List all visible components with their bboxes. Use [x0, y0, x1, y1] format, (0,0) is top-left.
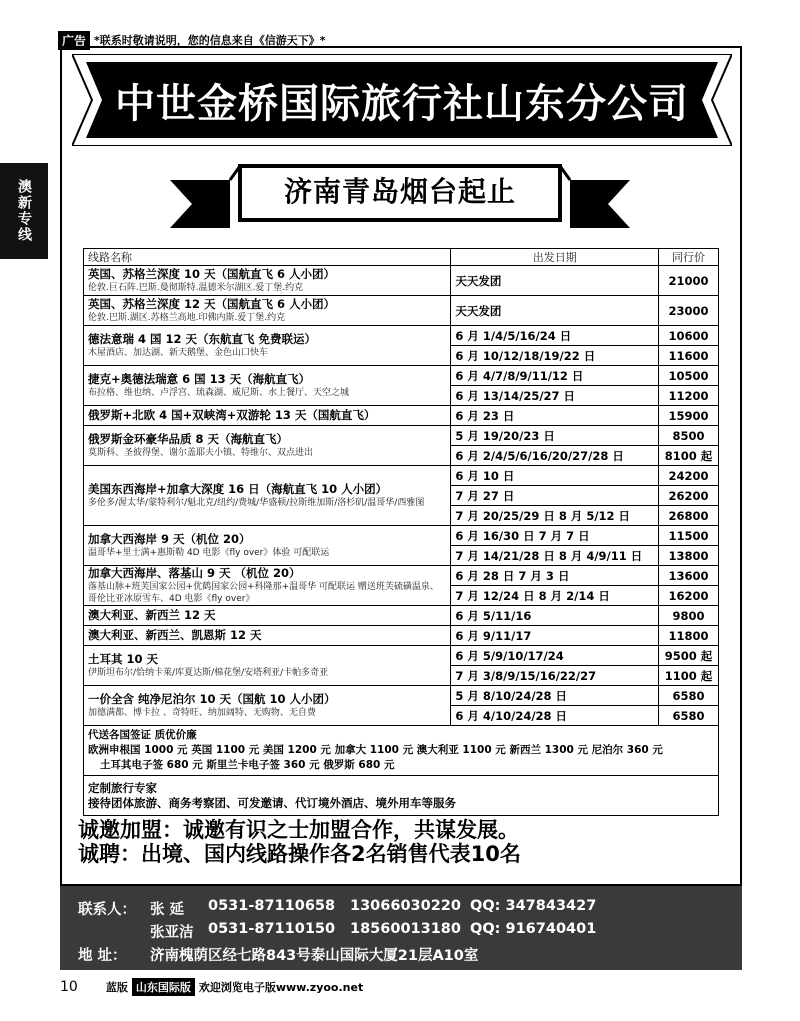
- visa-cell: [84, 726, 719, 776]
- table-row: [84, 296, 719, 326]
- contact-name-1: 张 延: [150, 902, 185, 918]
- route-cell: [84, 526, 451, 566]
- price: 26200: [659, 486, 719, 506]
- route-title: 俄罗斯金环豪华品质 8 天（海航直飞）: [88, 432, 289, 446]
- footer: [60, 975, 742, 999]
- contact-phone-2: 0531-87110150: [208, 921, 336, 937]
- route-desc: 加德满都、博卡拉 、奇特旺、纳加阔特、无购物、无自费: [88, 708, 316, 718]
- route-cell: [84, 326, 451, 366]
- route-cell: [84, 366, 451, 406]
- route-cell: [84, 466, 451, 526]
- contact-mobile-1: 13066030220: [350, 898, 461, 914]
- company-name: 中世金桥国际旅行社山东分公司: [115, 80, 689, 127]
- route-cell: [84, 606, 451, 626]
- subtitle-ribbon: [170, 160, 630, 230]
- table-row: [84, 466, 719, 486]
- departure-date: 6 月 13/14/25/27 日: [451, 386, 659, 406]
- price: 11200: [659, 386, 719, 406]
- route-cell: [84, 296, 451, 326]
- price: 10500: [659, 366, 719, 386]
- price: 13800: [659, 546, 719, 566]
- route-title: 捷克+奥德法瑞意 6 国 13 天（海航直飞）: [88, 372, 311, 386]
- departure-date: 6 月 10/12/18/19/22 日: [451, 346, 659, 366]
- table-row: [84, 366, 719, 386]
- route-title: 加拿大西海岸、落基山 9 天 （机位 20）: [88, 566, 301, 580]
- departure-date: 6 月 10 日: [451, 466, 659, 486]
- departure-date: 天天发团: [451, 266, 659, 296]
- departure-date: 6 月 1/4/5/16/24 日: [451, 326, 659, 346]
- price: 6580: [659, 706, 719, 726]
- departure-date: 7 月 20/25/29 日 8 月 5/12 日: [451, 506, 659, 526]
- price: 1100 起: [659, 666, 719, 686]
- route-table: [83, 248, 719, 816]
- route-cell: [84, 266, 451, 296]
- departure-date: 6 月 28 日 7 月 3 日: [451, 566, 659, 586]
- departure-date: 6 月 2/4/5/6/16/20/27/28 日: [451, 446, 659, 466]
- price: 6580: [659, 686, 719, 706]
- address: 济南槐荫区经七路843号泰山国际大厦21层A10室: [150, 948, 479, 964]
- edition-box: 山东国际版: [132, 978, 195, 996]
- route-title: 德法意瑞 4 国 12 天（东航直飞 免费联运）: [88, 332, 317, 346]
- route-desc: 布拉格、维也纳、卢浮宫、琉森湖、威尼斯、水上餐厅、天空之城: [88, 388, 350, 398]
- visa-line1: 欧洲申根国 1000 元 英国 1100 元 美国 1200 元 加拿大 1100 元 澳大利亚 1100 元 新西兰 1300 元 尼泊尔 360 元: [88, 744, 663, 756]
- route-cell: [84, 686, 451, 726]
- table-row: [84, 566, 719, 586]
- departure-date: 6 月 16/30 日 7 月 7 日: [451, 526, 659, 546]
- price: 8100 起: [659, 446, 719, 466]
- ad-text: *联系时敬请说明，您的信息来自《信游天下》*: [94, 34, 326, 47]
- table-row: [84, 626, 719, 646]
- table-row: [84, 646, 719, 666]
- price: 16200: [659, 586, 719, 606]
- route-title: 美国东西海岸+加拿大深度 16 日（海航直飞 10 人小团）: [88, 482, 388, 496]
- price: 9800: [659, 606, 719, 626]
- custom-row: [84, 776, 719, 816]
- route-cell: [84, 566, 451, 606]
- price: 11500: [659, 526, 719, 546]
- contact-label: 联系人：: [78, 902, 136, 918]
- header-route: 线路名称: [84, 249, 451, 266]
- price: 26800: [659, 506, 719, 526]
- departure-date: 6 月 4/10/24/28 日: [451, 706, 659, 726]
- header-price: 同行价: [659, 249, 719, 266]
- departure-date: 7 月 14/21/28 日 8 月 4/9/11 日: [451, 546, 659, 566]
- contact-qq-1: QQ: 347843427: [470, 898, 597, 914]
- ad-label: 广告: [58, 31, 90, 50]
- edition-label: 蓝版: [105, 981, 128, 994]
- route-cell: [84, 626, 451, 646]
- header-date: 出发日期: [451, 249, 659, 266]
- table-row: [84, 426, 719, 446]
- price: 9500 起: [659, 646, 719, 666]
- departure-date: 6 月 4/7/8/9/11/12 日: [451, 366, 659, 386]
- visa-row: [84, 726, 719, 776]
- custom-cell: [84, 776, 719, 816]
- route-desc: 落基山脉+班芙国家公园+优鹤国家公园+科隆那+温哥华 可配联运 赠送班芙硫磺温泉、哥伦比亚冰原雪车、4D 电影《fly over》: [88, 582, 439, 604]
- price: 23000: [659, 296, 719, 326]
- route-desc: 伊斯坦布尔/恰纳卡莱/库夏达斯/棉花堡/安塔利亚/卡帕多奇亚: [88, 668, 329, 678]
- route-cell: [84, 406, 451, 426]
- route-cell: [84, 426, 451, 466]
- price: 21000: [659, 266, 719, 296]
- address-label: 地 址：: [78, 948, 127, 964]
- recruit-line-2: 诚聘：出境、国内线路操作各2名销售代表10名: [78, 842, 521, 866]
- departure-date: 天天发团: [451, 296, 659, 326]
- subtitle: 济南青岛烟台起止: [283, 175, 516, 208]
- route-desc: 木屋酒店、加达湖、新天鹅堡、金色山口快车: [88, 348, 269, 358]
- departure-date: 7 月 27 日: [451, 486, 659, 506]
- contact-block: [60, 886, 742, 970]
- price: 13600: [659, 566, 719, 586]
- route-title: 澳大利亚、新西兰、凯恩斯 12 天: [88, 628, 262, 642]
- departure-date: 7 月 3/8/9/15/16/22/27: [451, 666, 659, 686]
- price: 11800: [659, 626, 719, 646]
- price: 11600: [659, 346, 719, 366]
- table-row: [84, 606, 719, 626]
- contact-name-2: 张亚洁: [150, 925, 194, 941]
- page-number: 10: [60, 979, 78, 995]
- price: 24200: [659, 466, 719, 486]
- footer-text: 欢迎浏览电子版www.zyoo.net: [198, 981, 364, 994]
- custom-line: 接待团体旅游、商务考察团、可发邀请、代订境外酒店、境外用车等服务: [88, 795, 456, 810]
- table-row: [84, 686, 719, 706]
- departure-date: 6 月 5/11/16: [451, 606, 659, 626]
- price: 8500: [659, 426, 719, 446]
- route-desc: 多伦多/渥太华/蒙特利尔/魁北克/纽约/费城/华盛顿/拉斯维加斯/洛杉矶/温哥华/西雅图: [88, 498, 425, 508]
- table-row: [84, 526, 719, 546]
- route-title: 英国、苏格兰深度 12 天（国航直飞 6 人小团）: [88, 297, 336, 311]
- route-title: 俄罗斯+北欧 4 国+双峡湾+双游轮 13 天（国航直飞）: [88, 408, 376, 422]
- route-desc: 伦敦.巨石阵.巴斯.曼彻斯特.温德米尔湖区.爱丁堡.约克: [88, 283, 304, 293]
- price: 15900: [659, 406, 719, 426]
- contact-qq-2: QQ: 916740401: [470, 921, 597, 937]
- recruit-block: [78, 818, 738, 866]
- departure-date: 6 月 23 日: [451, 406, 659, 426]
- contact-mobile-2: 18560013180: [350, 921, 461, 937]
- route-title: 加拿大西海岸 9 天（机位 20）: [88, 532, 251, 546]
- table-row: [84, 406, 719, 426]
- route-title: 土耳其 10 天: [88, 652, 159, 666]
- visa-title: 代送各国签证 质优价廉: [88, 729, 197, 741]
- visa-line2: 土耳其电子签 680 元 斯里兰卡电子签 360 元 俄罗斯 680 元: [100, 759, 395, 771]
- custom-title: 定制旅行专家: [88, 780, 157, 795]
- route-desc: 伦敦.巴斯.湖区.苏格兰高地.印佛内斯.爱丁堡.约克: [88, 313, 286, 323]
- table-row: [84, 266, 719, 296]
- departure-date: 6 月 9/11/17: [451, 626, 659, 646]
- side-tab: 澳新专线: [0, 163, 48, 259]
- departure-date: 5 月 19/20/23 日: [451, 426, 659, 446]
- company-banner: [72, 54, 732, 146]
- route-cell: [84, 646, 451, 686]
- route-title: 澳大利亚、新西兰 12 天: [88, 608, 216, 622]
- recruit-line-1: 诚邀加盟：诚邀有识之士加盟合作，共谋发展。: [78, 818, 519, 842]
- departure-date: 5 月 8/10/24/28 日: [451, 686, 659, 706]
- route-body: [84, 266, 719, 816]
- route-title: 一价全含 纯净尼泊尔 10 天（国航 10 人小团）: [88, 692, 336, 706]
- route-desc: 温哥华+里士满+惠斯勒 4D 电影《fly over》体验 可配联运: [88, 548, 330, 558]
- table-row: [84, 326, 719, 346]
- contact-phone-1: 0531-87110658: [208, 898, 336, 914]
- route-desc: 莫斯科、圣彼得堡、谢尔盖耶夫小镇、特维尔、双点进出: [88, 448, 314, 458]
- price: 10600: [659, 326, 719, 346]
- departure-date: 7 月 12/24 日 8 月 2/14 日: [451, 586, 659, 606]
- departure-date: 6 月 5/9/10/17/24: [451, 646, 659, 666]
- route-title: 英国、苏格兰深度 10 天（国航直飞 6 人小团）: [88, 267, 336, 281]
